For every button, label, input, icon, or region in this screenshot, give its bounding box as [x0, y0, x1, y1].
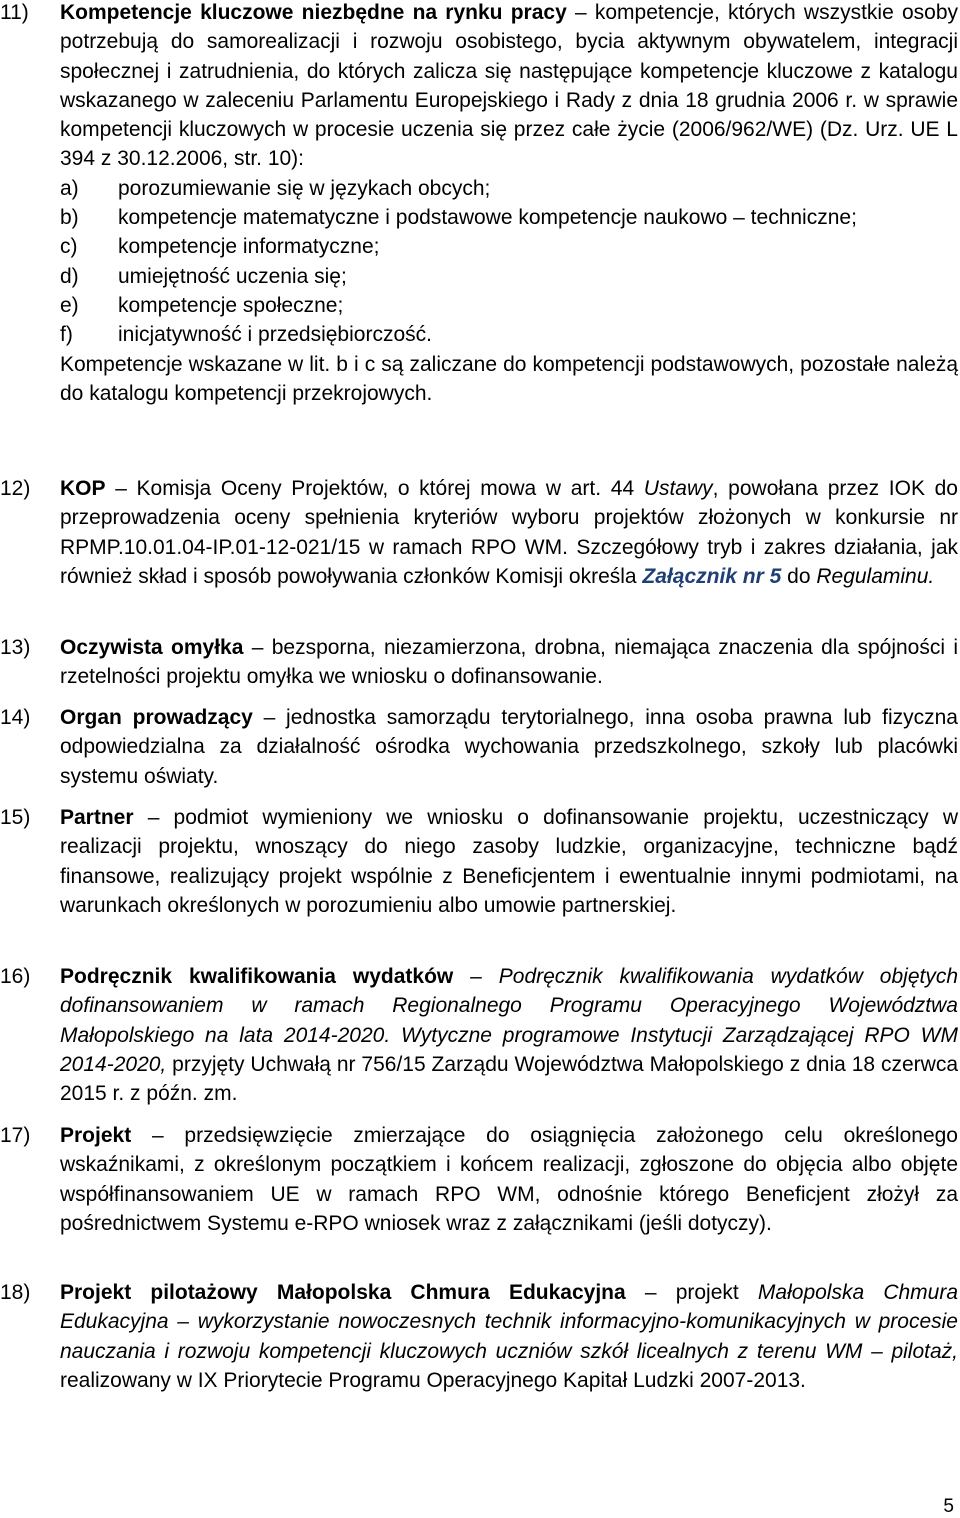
- definition-14: [0, 703, 958, 791]
- definition-text: – kompetencje, których wszystkie osoby potrzebują do samorealizacji i rozwoju osobistego, bycia aktywnym obywatelem, integracji społecznej i zatrudnienia, do których zalicza się następujące kompetencje kluczowe z katalogu wskazanego w zaleceniu Parlamentu Europejskiego i Rady z dnia 18 grudnia 2006 r. w sprawie kompetencji kluczowych w procesie uczenia się przez całe życie (2006/962/WE) (Dz. Urz. UE L 394 z 30.12.2006, str. 10):: [60, 1, 959, 171]
- act-reference: Ustawy: [643, 477, 713, 500]
- definition-text: do: [781, 564, 817, 588]
- list-item: [60, 262, 958, 291]
- definition-16: [0, 962, 958, 1108]
- definition-body: [60, 633, 958, 692]
- list-item: [60, 291, 958, 320]
- definition-text: – bezsporna, niezamierzona, drobna, niemająca znaczenia dla spójności i rzetelności projektu omyłka we wniosku o dofinansowanie.: [60, 636, 958, 689]
- definition-term: Projekt pilotażowy Małopolska Chmura Edukacyjna: [60, 1281, 626, 1304]
- definition-text: – Komisja Oceny Projektów, o której mowa w art. 44: [105, 477, 644, 500]
- list-item: [60, 174, 958, 203]
- list-item-text: kompetencje społeczne;: [118, 293, 344, 317]
- definition-body: [60, 962, 958, 1108]
- annex-5-link[interactable]: Załącznik nr 5: [642, 564, 782, 588]
- regulation-reference: Regulaminu.: [816, 564, 935, 588]
- list-letter: f): [60, 323, 73, 347]
- definition-number: 17): [0, 1124, 31, 1147]
- definition-term: Oczywista omyłka: [60, 636, 244, 659]
- list-item: [60, 203, 958, 232]
- definition-body: [60, 0, 958, 408]
- definition-15: [0, 803, 958, 920]
- definition-body: [60, 1121, 958, 1238]
- definition-number: 15): [0, 806, 31, 829]
- definition-17: [0, 1121, 958, 1238]
- definition-term: Organ prowadzący: [60, 706, 253, 729]
- list-letter: b): [60, 206, 79, 230]
- definition-number: 11): [0, 1, 29, 24]
- definition-term: Kompetencje kluczowe niezbędne na rynku pracy: [60, 1, 567, 24]
- page-number: 5: [943, 1496, 954, 1517]
- project-title: Małopolska Chmura Edukacyjna – wykorzystanie nowoczesnych technik informacyjno-komunikacyjnych w procesie nauczania i rozwoju kompetencji kluczowych uczniów szkół licealnych z terenu WM – pilotaż,: [60, 1281, 959, 1363]
- definition-18: [0, 1278, 958, 1395]
- definition-term: Projekt: [60, 1124, 132, 1147]
- definition-note: Kompetencje wskazane w lit. b i c są zaliczane do kompetencji podstawowych, pozostałe należą do katalogu kompetencji przekrojowych.: [60, 352, 958, 405]
- list-letter: c): [60, 235, 78, 259]
- definition-11: [0, 0, 958, 408]
- list-item-text: kompetencje matematyczne i podstawowe kompetencje naukowo – techniczne;: [118, 206, 857, 230]
- list-item-text: porozumiewanie się w językach obcych;: [118, 176, 491, 200]
- definition-text: – projekt: [625, 1281, 758, 1304]
- list-letter: d): [60, 264, 79, 288]
- list-item-text: umiejętność uczenia się;: [118, 264, 347, 288]
- definition-text: – podmiot wymieniony we wniosku o dofinansowanie projektu, uczestniczący w realizacji projektu, wnoszący do niego zasoby ludzkie, organizacyjne, techniczne bądź finansowe, realizujący projekt wspólnie z Beneficjentem i ewentualnie innymi podmiotami, na warunkach określonych w porozumieniu albo umowie partnerskiej.: [60, 806, 958, 917]
- handbook-title: Podręcznik kwalifikowania wydatków objętych dofinansowaniem w ramach Regionalnego Programu Operacyjnego Województwa Małopolskiego na lata 2014-2020. Wytyczne programowe Instytucji Zarządzającej RPO WM 2014-2020,: [60, 965, 959, 1076]
- definition-number: 14): [0, 706, 31, 729]
- definition-number: 16): [0, 965, 31, 988]
- definition-13: [0, 633, 958, 692]
- definition-term: Partner: [60, 806, 134, 829]
- definition-text: –: [453, 965, 499, 988]
- definition-text: – przedsięwzięcie zmierzające do osiągnięcia założonego celu określonego wskaźnikami, z określonym początkiem i końcem realizacji, zgłoszone do objęcia albo objęte współfinansowaniem UE w ramach RPO WM, odnośnie którego Beneficjent złożył za pośrednictwem Systemu e-RPO wniosek wraz z załącznikami (jeśli dotyczy).: [60, 1124, 958, 1235]
- list-item: [60, 320, 958, 349]
- competence-list: [60, 174, 958, 350]
- definition-number: 13): [0, 636, 31, 659]
- list-letter: e): [60, 293, 79, 317]
- definition-text: , powołana przez IOK do przeprowadzenia oceny spełnienia kryteriów wyboru projektów złożonych w konkursie nr RPMP.10.01.04-IP.01-12-021/15 w ramach RPO WM. Szczegółowy tryb i zakres działania, jak również skład i sposób powoływania członków Komisji określa: [60, 477, 958, 588]
- definition-number: 18): [0, 1281, 31, 1304]
- list-item-text: kompetencje informatyczne;: [118, 235, 380, 259]
- list-letter: a): [60, 176, 79, 200]
- list-item: [60, 232, 958, 261]
- definition-text: przyjęty Uchwałą nr 756/15 Zarządu Województwa Małopolskiego z dnia 18 czerwca 2015 r. z późn. zm.: [60, 1052, 958, 1106]
- definition-number: 12): [0, 477, 31, 500]
- definition-body: [60, 703, 958, 791]
- definition-body: [60, 474, 958, 591]
- definition-12: [0, 474, 958, 591]
- definition-term: Podręcznik kwalifikowania wydatków: [60, 965, 454, 988]
- definition-text: – jednostka samorządu terytorialnego, inna osoba prawna lub fizyczna odpowiedzialna za działalność ośrodka wychowania przedszkolnego, szkoły lub placówki systemu oświaty.: [60, 706, 958, 788]
- definition-body: [60, 803, 958, 920]
- list-item-text: inicjatywność i przedsiębiorczość.: [118, 323, 432, 347]
- definition-term: KOP: [60, 477, 106, 500]
- definition-text: realizowany w IX Priorytecie Programu Operacyjnego Kapitał Ludzki 2007-2013.: [60, 1368, 806, 1392]
- definition-body: [60, 1278, 958, 1395]
